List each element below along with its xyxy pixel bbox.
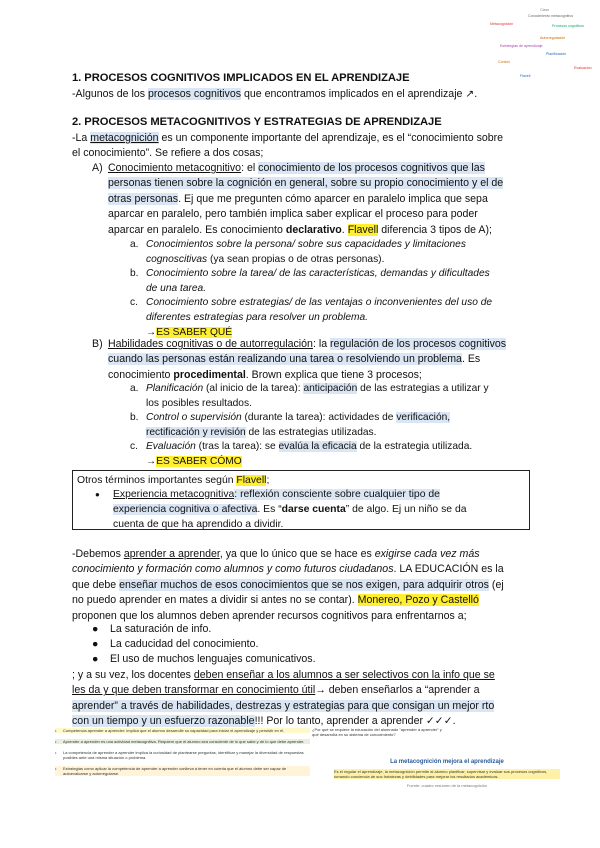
- list-item-text: El uso de muchos lenguajes comunicativos.: [110, 653, 316, 665]
- highlight: cuando las personas están realizando una tarea o resolviendo un problema: [108, 353, 462, 366]
- bullet-icon: ●: [92, 638, 99, 650]
- highlight: : reflexión consciente sobre cualquier tipo de: [234, 489, 440, 500]
- section-1-heading: 1. PROCESOS COGNITIVOS IMPLICADOS EN EL APRENDIZAJE: [72, 72, 410, 84]
- highlight: procesos cognitivos: [147, 88, 242, 100]
- list-marker: b.: [130, 268, 139, 279]
- arrow-icon: →: [146, 327, 157, 338]
- mini-map-item: Conocimiento metacognitivo: [528, 14, 574, 18]
- highlight: verificación,: [396, 412, 451, 423]
- text-run: .: [341, 223, 348, 236]
- list-marker: c.: [130, 441, 138, 452]
- text-run: aparcar en paralelo, pero también implica saber explicar el proceso para poder: [108, 208, 478, 221]
- text-run: de una tarea.: [146, 283, 207, 294]
- list-item-text: [146, 410, 538, 440]
- aprender-paragraph: [72, 547, 542, 624]
- underlined-text: aprender a aprender: [123, 548, 220, 560]
- mini-map-item: Metacognición: [490, 22, 514, 26]
- bottom-right-summary-thumbnail: [334, 760, 560, 788]
- list-item-text: [146, 266, 538, 296]
- highlight: rectificación y revisión: [146, 427, 246, 438]
- list-marker: a.: [130, 239, 139, 250]
- underlined-text: les da y que deben transformar en conocimiento útil: [72, 684, 316, 697]
- bullet-icon: •: [55, 739, 57, 744]
- text-run: conocimiento: [108, 368, 174, 381]
- bullet-icon: •: [55, 728, 57, 733]
- mini-map-item: Flavell: [520, 74, 531, 78]
- list-marker: a.: [130, 383, 139, 394]
- text-run: los posibles resultados.: [146, 398, 252, 409]
- text-run: Conocimiento sobre estrategias/ de las ventajas o inconvenientes del uso de: [146, 297, 493, 308]
- flavell-terms-box: [72, 470, 530, 530]
- text-run: -La: [72, 132, 91, 144]
- text-run: que debe: [72, 578, 120, 591]
- text-run: → deben enseñarlos a “aprender a: [315, 684, 480, 697]
- bold-term: procedimental: [173, 368, 246, 381]
- highlight: Monereo, Pozo y Castelló: [357, 594, 479, 607]
- mini-map-item: Estrategias de aprendizaje: [500, 44, 543, 48]
- highlight: evalúa la eficacia: [278, 441, 357, 452]
- list-item-text: [146, 439, 538, 469]
- text-run: proponen que los alumnos deben aprender recursos cognitivos para enfrentarnos a;: [72, 609, 467, 622]
- text-run: Evaluación: [146, 441, 196, 452]
- text-run: cuenta de que ha aprendido a dividir.: [113, 519, 284, 530]
- text-run: ” de algo. Ej un niño se da: [345, 504, 467, 515]
- text-run: -Algunos de los: [72, 88, 148, 100]
- highlight: con un tiempo y un esfuerzo razonable: [72, 715, 255, 728]
- highlight: conocimiento de los procesos cognitivos que las: [258, 162, 485, 174]
- text-run: exigirse cada vez más: [374, 548, 480, 560]
- text-run: Otros términos importantes según: [77, 475, 237, 486]
- text-run: de las estrategias utilizadas.: [245, 427, 377, 438]
- text-run: diferencia 3 tipos de A);: [378, 223, 492, 236]
- term: Habilidades cognitivas o de autorregulación: [108, 338, 313, 350]
- text-run: Planificación: [146, 383, 204, 394]
- highlight: enseñar muchos de esos conocimientos que se nos exigen, para adquirir otros: [119, 578, 489, 591]
- text-run: : el: [241, 162, 259, 174]
- highlight: otras personas: [108, 192, 179, 205]
- text-run: ; y a su vez, los docentes: [72, 669, 194, 681]
- text-run: (ya sean propias o de otras personas).: [207, 254, 385, 265]
- section-2-heading: 2. PROCESOS METACOGNITIVOS Y ESTRATEGIAS DE APRENDIZAJE: [72, 116, 442, 128]
- text-run: . Brown explica que tiene 3 procesos;: [245, 368, 422, 381]
- text-run: , ya que lo único que se hace es: [219, 548, 375, 560]
- list-item-text: [146, 237, 538, 267]
- text-run: ;: [266, 475, 270, 486]
- thumb-text: Estrategias como aplicar la competencia de aprender a aprender conlleva a tener en cuenta que el alumno debe ser capaz de autoevaluarse y autorregularse.: [63, 766, 287, 776]
- thumb-text: Aprender a aprender es una actividad metacognitiva. Requiere que el alumno sea consciente de lo que sabe y de lo que debe aprender.: [63, 739, 305, 744]
- thumb-text: Es el regular el aprendizaje, la metacognición permite al alumno planificar, supervisar y evaluar sus procesos cognitivos, tomando conciencia de sus fortalezas y debilidades para mejorar los resultados académicos.: [334, 769, 560, 779]
- list-item-text: [108, 337, 530, 383]
- mini-map-item: Procesos cognitivos: [552, 24, 584, 28]
- section-2-intro: [72, 131, 542, 162]
- section-1-text: [72, 87, 552, 102]
- text-run: Control o supervisión: [146, 412, 242, 423]
- thumb-text: Competencia aprender a aprender: implica que el alumno desarrolle su capacidad para iniciar el aprendizaje y persistir en él.: [63, 728, 285, 733]
- text-run: conocimiento y formación como alumnos y como futuros ciudadanos: [72, 563, 394, 576]
- arrow-icon: →: [146, 456, 157, 467]
- text-run: Conocimiento sobre la tarea/ de las características, demandas y dificultades: [146, 268, 490, 279]
- box-heading: [77, 473, 269, 488]
- thumb-caption: Fuente: cuadro resumen de la metacognición: [406, 783, 488, 788]
- mini-map-item: Evaluación: [574, 66, 592, 70]
- mini-map-item: Autorregulación: [540, 36, 566, 40]
- highlight: aprender” a través de habilidades, destrezas y estrategias para que consigan un mejor rto: [72, 699, 495, 712]
- text-run: . Ej que me pregunten cómo aparcer en paralelo implica que sepa: [178, 192, 488, 205]
- highlight: personas tienen sobre la cognición en general, sobre su propio conocimiento y el de: [108, 177, 504, 190]
- thumb-row: [55, 728, 310, 733]
- text-run: que encontramos implicados en el aprendizaje ↗.: [241, 88, 478, 100]
- highlight: metacognición: [90, 132, 159, 144]
- highlight: experiencia cognitiva o afectiva: [113, 504, 258, 515]
- highlight: regulación de los procesos cognitivos: [330, 338, 507, 350]
- text-run: !!! Por lo tanto, aprender a aprender ✓✓✓.: [254, 715, 456, 728]
- list-marker: c.: [130, 297, 138, 308]
- text-run: el conocimiento”. Se refiere a dos cosas;: [72, 147, 264, 160]
- highlight: ES SABER QUÉ: [156, 327, 233, 338]
- box-item-text: [113, 487, 525, 532]
- list-item-text: [108, 161, 530, 238]
- list-item-text: [146, 295, 538, 340]
- text-run: no puedo aprender en mates a dividir si antes no se contar).: [72, 594, 358, 607]
- text-run: . Es “: [257, 504, 282, 515]
- bottom-right-question-thumbnail: [312, 727, 442, 737]
- list-marker: A): [92, 162, 103, 174]
- text-run: (tras la tarea): se: [195, 441, 279, 452]
- text-run: (ej: [488, 578, 504, 591]
- text-run: -Debemos: [72, 548, 124, 560]
- thumb-text: La competencia de aprender a aprender implica la curiosidad de plantearse preguntas, identificar y manejar la diversidad de respuestas posibles ante una misma situación o problema.: [63, 750, 304, 760]
- bullet-icon: ●: [92, 623, 99, 635]
- mini-mindmap-thumbnail: [490, 8, 594, 82]
- text-run: : la: [312, 338, 331, 350]
- text-run: (al inicio de la tarea):: [203, 383, 304, 394]
- bold-term: darse cuenta: [281, 504, 346, 515]
- thumb-text: ¿Por qué se requiere la educación del alumnado "aprender a aprender" y qué desarrolla en su sistema de conocimiento?: [312, 727, 442, 737]
- bullet-icon: ●: [92, 653, 99, 665]
- text-run: . Es: [461, 353, 481, 366]
- thumb-row: [55, 766, 310, 776]
- list-item-text: La caducidad del conocimiento.: [110, 638, 259, 650]
- highlight: Flavell: [236, 475, 267, 486]
- list-marker: b.: [130, 412, 139, 423]
- highlight: ES SABER CÓMO: [156, 456, 242, 467]
- highlight: anticipación: [303, 383, 358, 394]
- bullet-icon: •: [55, 766, 57, 771]
- highlight: Flavell: [347, 223, 379, 236]
- bottom-left-notes-thumbnail: [55, 728, 310, 782]
- text-run: es un componente importante del aprendizaje, es el “conocimiento sobre: [158, 132, 504, 144]
- text-run: de las estrategias a utilizar y: [357, 383, 489, 394]
- text-run: Conocimientos sobre la persona/ sobre sus capacidades y limitaciones: [146, 239, 466, 250]
- term: Experiencia metacognitiva: [113, 489, 235, 500]
- text-run: aparcar en paralelo. Es conocimiento: [108, 223, 286, 236]
- bullet-icon: •: [55, 750, 57, 755]
- text-run: cognoscitivas: [146, 254, 208, 265]
- thumb-row: [55, 750, 310, 760]
- mini-map-item: Control: [498, 60, 510, 64]
- docentes-paragraph: [72, 668, 542, 730]
- bold-term: declarativo: [285, 223, 342, 236]
- mini-map-item: Clase: [540, 8, 550, 12]
- term: Conocimiento metacognitivo: [108, 162, 242, 174]
- text-run: (durante la tarea): actividades de: [241, 412, 397, 423]
- bullet-icon: ●: [95, 490, 100, 499]
- list-marker: B): [92, 338, 103, 350]
- underlined-text: deben enseñar a los alumnos a ser selectivos con la info que se: [193, 669, 495, 681]
- text-run: de la estrategia utilizada.: [356, 441, 473, 452]
- list-item-text: [146, 381, 538, 411]
- mini-map-item: Planificación: [546, 52, 567, 56]
- list-item-text: La saturación de info.: [110, 623, 212, 635]
- thumb-row: [55, 739, 310, 744]
- text-run: . LA EDUCACIÓN es la: [393, 563, 504, 576]
- thumb-title: La metacognición mejora el aprendizaje: [390, 759, 504, 765]
- text-run: diferentes estrategias para resolver un problema.: [146, 312, 368, 323]
